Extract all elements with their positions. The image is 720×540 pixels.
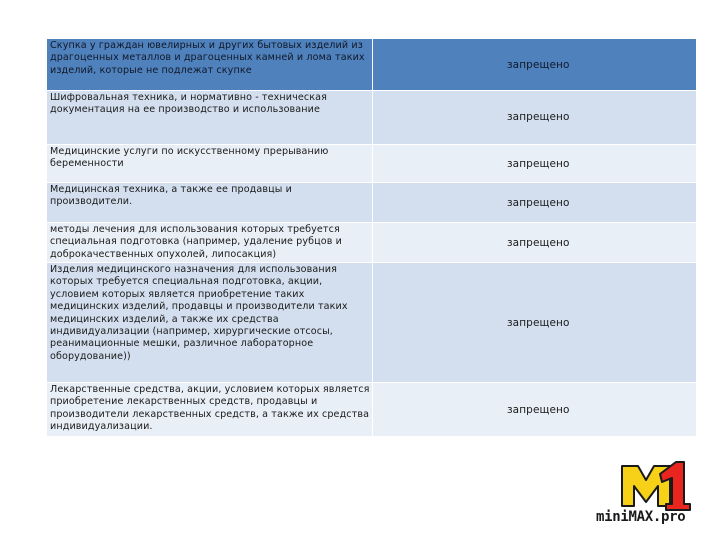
row-status: запрещено (373, 183, 697, 223)
row-description: методы лечения для использования которых требуется специальная подготовка (например, удаление рубцов и доброкачественных опухолей, липосакция) (47, 223, 373, 263)
table-row (47, 145, 697, 183)
row-status: запрещено (373, 223, 697, 263)
table-row (47, 183, 697, 223)
row-status: запрещено (373, 383, 697, 437)
row-description: Лекарственные средства, акции, условием которых является приобретение лекарственных средств, продавцы и производители лекарственных средств, а также их средства индивидуализации. (47, 383, 373, 437)
row-status: запрещено (373, 39, 697, 91)
logo-text: miniMAX.pro (596, 509, 686, 525)
table-row (47, 223, 697, 263)
row-status: запрещено (373, 263, 697, 383)
row-description: Скупка у граждан ювелирных и других бытовых изделий из драгоценных металлов и драгоценных камней и лома таких изделий, которые не подлежат скупке (47, 39, 373, 91)
restrictions-table (46, 38, 697, 437)
row-status: запрещено (373, 145, 697, 183)
row-description: Шифровальная техника, и нормативно - техническая документация на ее производство и использование (47, 91, 373, 145)
table-row (47, 263, 697, 383)
table-row (47, 39, 697, 91)
row-description: Медицинские услуги по искусственному прерыванию беременности (47, 145, 373, 183)
row-description: Медицинская техника, а также ее продавцы и производители. (47, 183, 373, 223)
row-description: Изделия медицинского назначения для использования которых требуется специальная подготовка, акции, условием которых является приобретение таких медицинских изделий, продавцы и производители таких медицинских изделий, а также их средства индивидуализации (например, хирургические отсосы, реанимационные мешки, различное лабораторное оборудование)) (47, 263, 373, 383)
row-status: запрещено (373, 91, 697, 145)
table-row (47, 383, 697, 437)
table-row (47, 91, 697, 145)
